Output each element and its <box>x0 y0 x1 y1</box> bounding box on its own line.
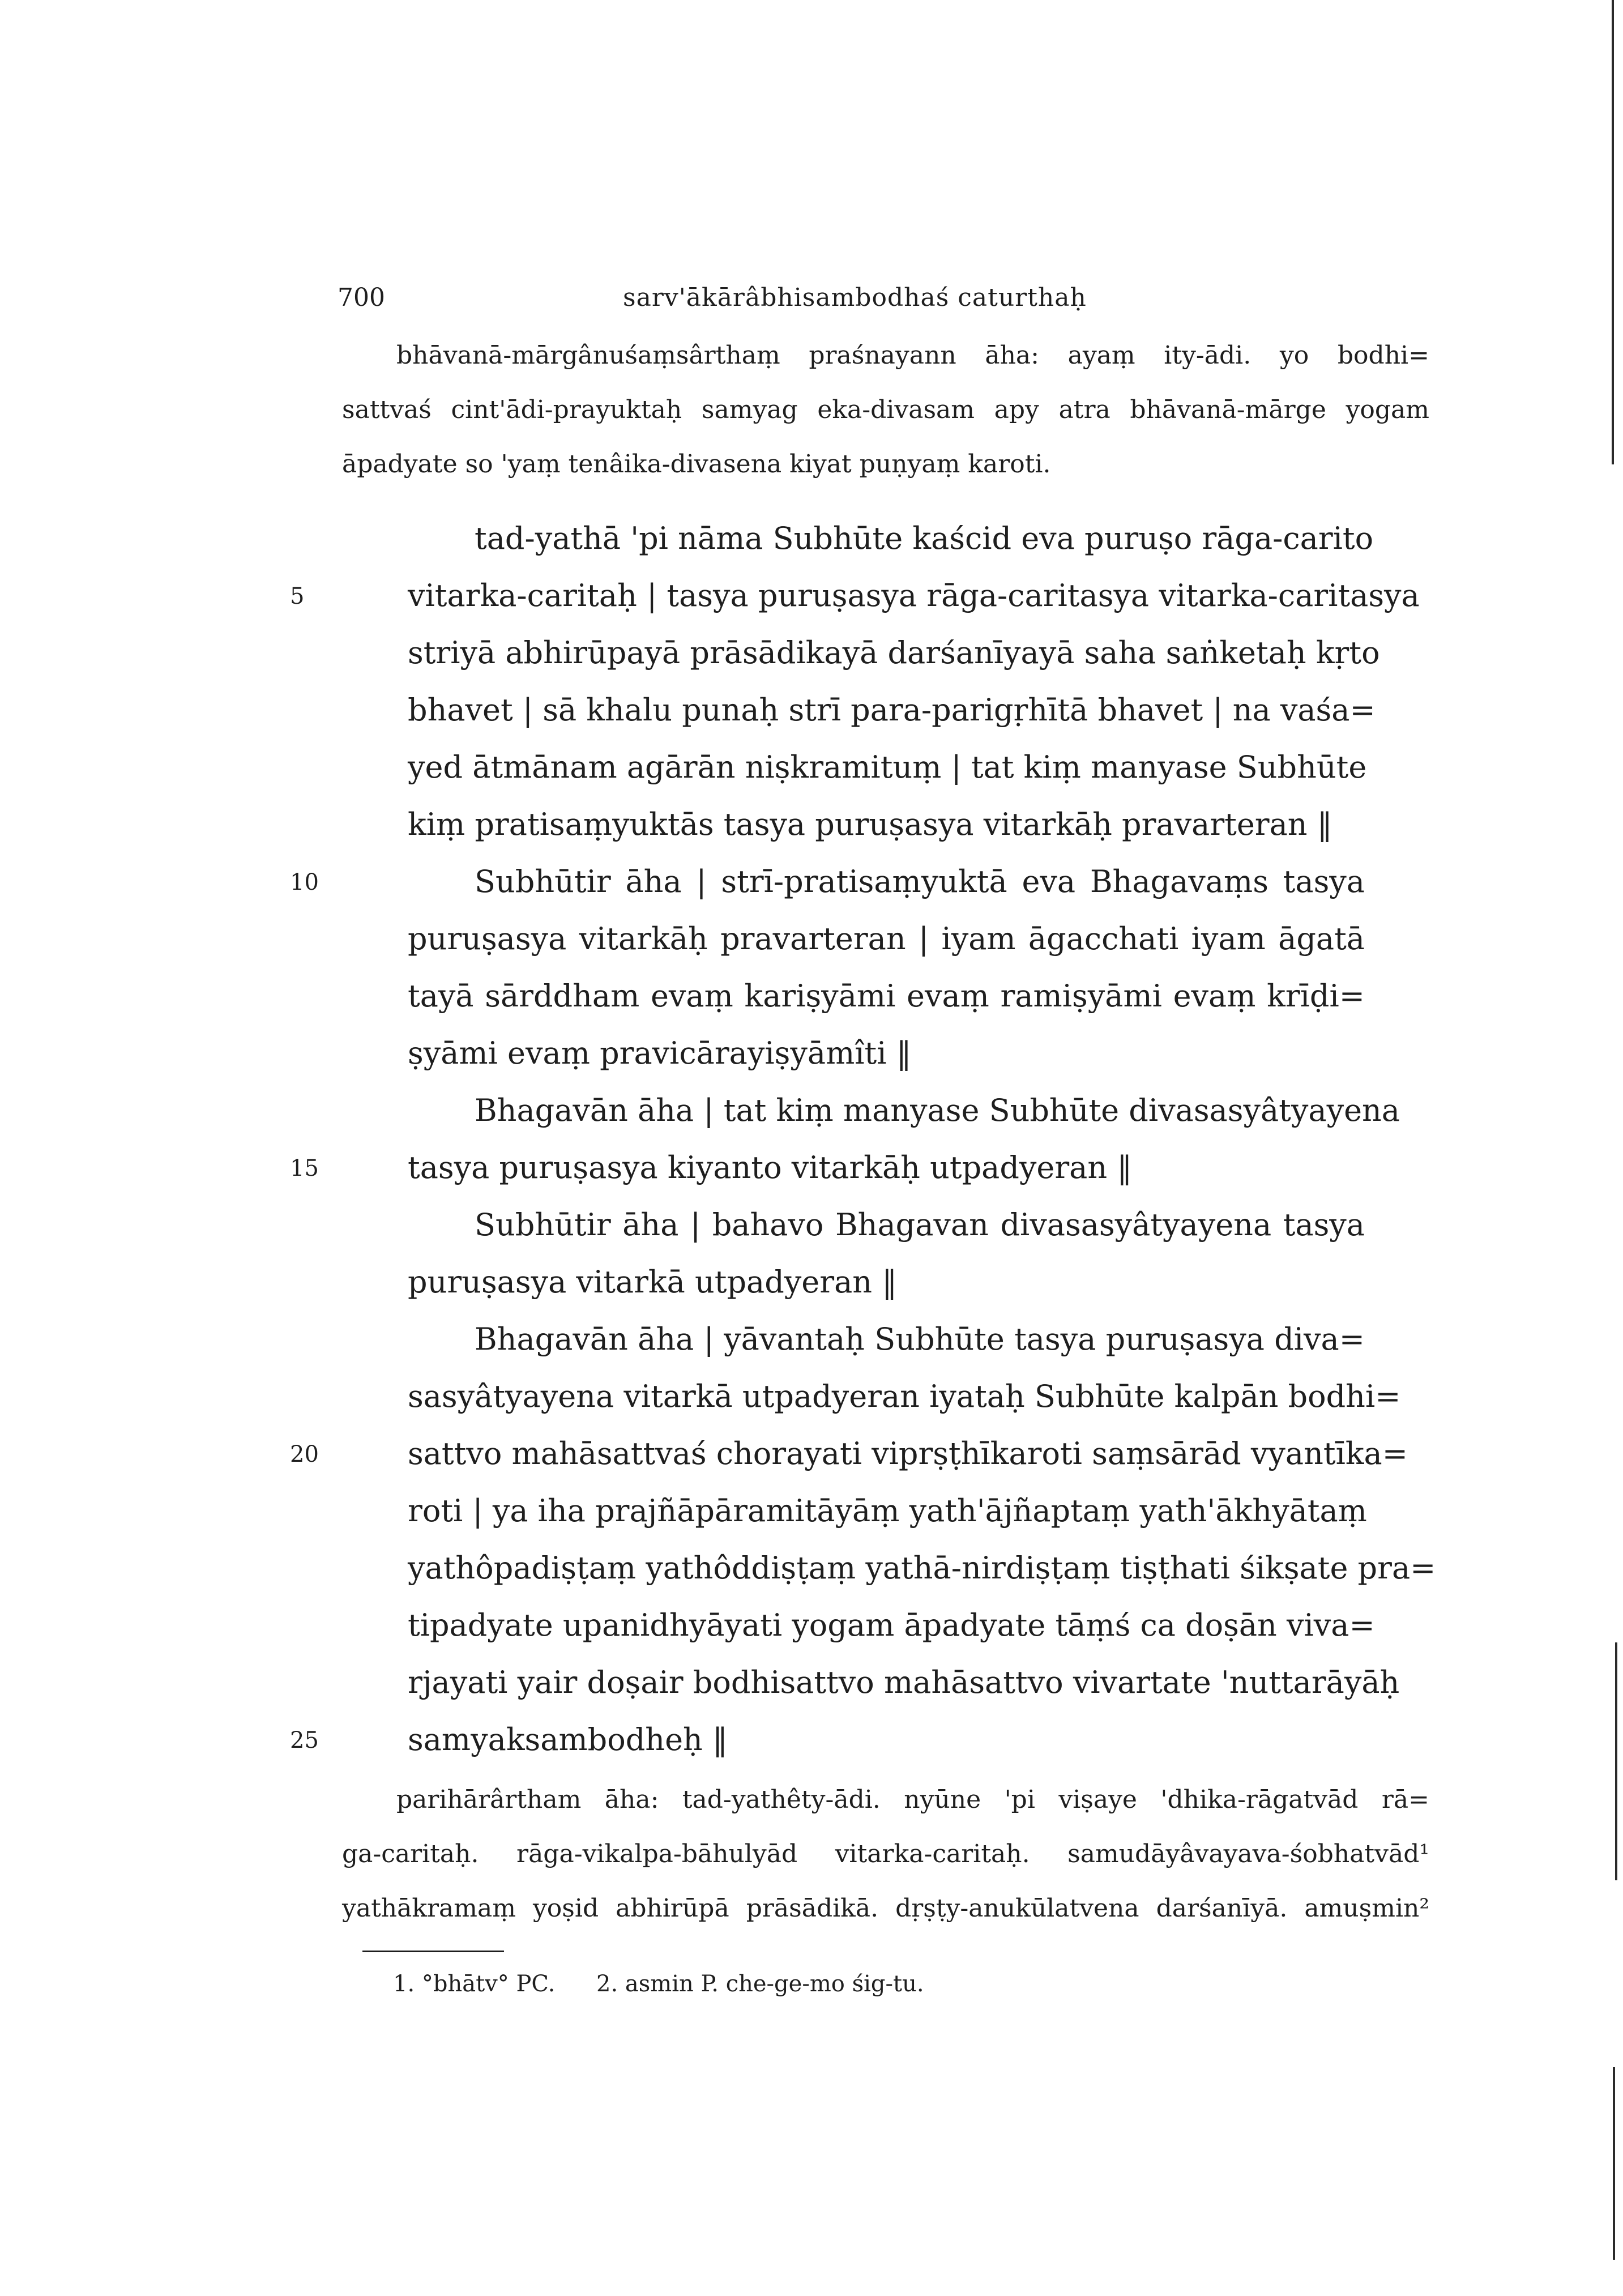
text-line: bhavet | sā khalu punaḥ strī para-parigṛhītā bhavet | na vaśa= <box>408 692 1376 728</box>
footnote-rule <box>362 1951 504 1952</box>
text-line: yathôpadiṣṭaṃ yathôddiṣṭaṃ yathā-nirdiṣṭaṃ tiṣṭhati śikṣate pra= <box>408 1550 1436 1586</box>
scan-edge-line <box>1615 1642 1617 1880</box>
commentary-line: bhāvanā-mārgânuśaṃsârthaṃ praśnayann āha: ayaṃ ity-ādi. yo bodhi= <box>396 341 1429 370</box>
text-line: vitarka-caritaḥ | tasya puruṣasya rāga-caritasya vitarka-caritasya <box>408 578 1420 613</box>
commentary-top <box>342 328 1429 492</box>
line-number: 20 <box>290 1441 319 1467</box>
text-line: roti | ya iha prajñāpāramitāyāṃ yath'ājñaptaṃ yath'ākhyātaṃ <box>408 1493 1367 1529</box>
text-line: ṣyāmi evaṃ pravicārayiṣyāmîti ‖ <box>408 1035 912 1071</box>
scan-edge-line <box>1612 0 1614 464</box>
text-line: samyaksambodheḥ ‖ <box>408 1722 728 1757</box>
text-line: Bhagavān āha | yāvantaḥ Subhūte tasya puruṣasya diva= <box>475 1321 1365 1357</box>
running-title: sarv'ākārâbhisambodhaś caturthaḥ <box>623 283 1087 312</box>
commentary-line: ga-caritaḥ. rāga-vikalpa-bāhulyād vitarka-caritaḥ. samudāyâvayava-śobhatvād¹ <box>342 1840 1429 1868</box>
footnotes <box>393 1971 958 1997</box>
text-line: yed ātmānam agārān niṣkramituṃ | tat kiṃ manyase Subhūte <box>408 749 1367 785</box>
scan-edge-line <box>1613 2067 1615 2260</box>
text-line: tasya puruṣasya kiyanto vitarkāḥ utpadyeran ‖ <box>408 1150 1133 1185</box>
text-line: tipadyate upanidhyāyati yogam āpadyate tāṃś ca doṣān viva= <box>408 1607 1375 1643</box>
line-number: 15 <box>290 1155 319 1181</box>
commentary-line: sattvaś cint'ādi-prayuktaḥ samyag eka-divasam apy atra bhāvanā-mārge yogam <box>342 395 1429 424</box>
commentary-line: āpadyate so 'yaṃ tenâika-divasena kiyat puṇyaṃ karoti. <box>342 450 1051 479</box>
text-line: sasyâtyayena vitarkā utpadyeran iyataḥ Subhūte kalpān bodhi= <box>408 1379 1401 1414</box>
commentary-bottom <box>342 1773 1429 1936</box>
text-line: puruṣasya vitarkā utpadyeran ‖ <box>408 1264 898 1300</box>
text-line: sattvo mahāsattvaś chorayati viprṣṭhīkaroti saṃsārād vyantīka= <box>408 1436 1408 1471</box>
text-line: Bhagavān āha | tat kiṃ manyase Subhūte divasasyâtyayena <box>475 1092 1400 1128</box>
text-line: striyā abhirūpayā prāsādikayā darśanīyayā saha saṅketaḥ kṛto <box>408 635 1380 671</box>
line-number: 5 <box>290 583 305 609</box>
line-number: 10 <box>290 869 319 895</box>
page-number: 700 <box>338 283 385 312</box>
line-number: 25 <box>290 1727 319 1753</box>
text-line: tad-yathā 'pi nāma Subhūte kaścid eva puruṣo rāga-carito <box>475 520 1374 556</box>
text-line: Subhūtir āha | strī-pratisaṃyuktā eva Bhagavaṃs tasya <box>475 864 1365 899</box>
footnote: 2. asmin P. che-ge-mo śig-tu. <box>596 1971 924 1997</box>
text-line: rjayati yair doṣair bodhisattvo mahāsattvo vivartate 'nuttarāyāḥ <box>408 1665 1400 1700</box>
text-line: puruṣasya vitarkāḥ pravarteran | iyam āgacchati iyam āgatā <box>408 921 1365 957</box>
commentary-line: yathākramaṃ yoṣid abhirūpā prāsādikā. dṛṣṭy-anukūlatvena darśanīyā. amuṣmin² <box>342 1894 1429 1923</box>
footnote: 1. °bhātv° PC. <box>393 1971 556 1997</box>
text-line: tayā sārddham evaṃ kariṣyāmi evaṃ ramiṣyāmi evaṃ krīḍi= <box>408 978 1365 1014</box>
text-line: kiṃ pratisaṃyuktās tasya puruṣasya vitarkāḥ pravarteran ‖ <box>408 806 1332 842</box>
text-line: Subhūtir āha | bahavo Bhagavan divasasyâtyayena tasya <box>475 1207 1365 1243</box>
main-text <box>408 510 1436 1768</box>
commentary-line: parihārârtham āha: tad-yathêty-ādi. nyūne 'pi viṣaye 'dhika-rāgatvād rā= <box>396 1785 1429 1814</box>
